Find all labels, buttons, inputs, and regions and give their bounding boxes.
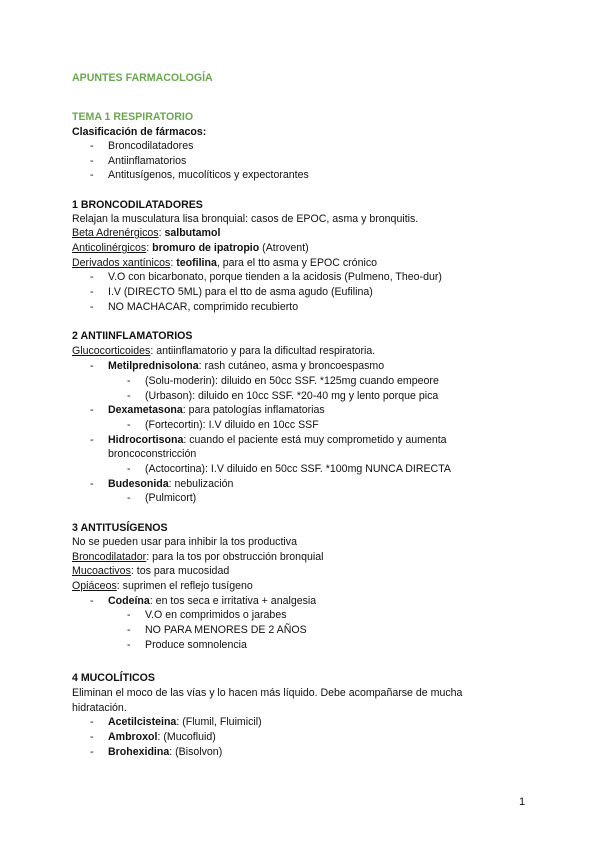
drug-detail: : en tos seca e irritativa + analgesia xyxy=(149,595,317,607)
beta-label: Beta Adrenérgicos xyxy=(72,227,159,239)
derivados-line xyxy=(72,256,540,270)
bullet-dash: - xyxy=(90,360,94,372)
clasificacion-heading: Clasificación de fármacos: xyxy=(72,126,207,138)
page-number: 1 xyxy=(519,796,526,808)
drug-detail: : rash cutáneo, asma y broncoespasmo xyxy=(198,360,385,372)
drug-detail: , para el tto asma y EPOC crónico xyxy=(216,257,378,269)
drug-detail: : suprimen el reflejo tusígeno xyxy=(116,580,253,592)
section-intro: Relajan la musculatura lisa bronquial: casos de EPOC, asma y bronquitis. xyxy=(72,213,419,225)
drug-name: Budesonida xyxy=(108,478,169,490)
broncodilatador-line xyxy=(72,550,540,564)
drug-detail: : antiinflamatorio y para la dificultad respiratoria. xyxy=(150,345,376,357)
separator: : xyxy=(170,257,177,269)
section-intro-continuation: hidratación. xyxy=(72,702,127,714)
drug-name: Codeína xyxy=(108,595,150,607)
separator: : xyxy=(158,227,165,239)
list-item-text: V.O con bicarbonato, porque tienden a la acidosis (Pulmeno, Theo-dur) xyxy=(108,271,442,283)
list-item-text: I.V (DIRECTO 5ML) para el tto de asma agudo (Eufilina) xyxy=(108,286,373,298)
bullet-dash: - xyxy=(90,716,94,728)
drug-detail: : para patologías inflamatorias xyxy=(182,404,325,416)
section-heading: 2 ANTIINFLAMATORIOS xyxy=(72,330,193,342)
sub-item-text: (Urbason): diluido en 10cc SSF. *20-40 mg y lento porque pica xyxy=(145,390,439,402)
drug-detail: : nebulización xyxy=(168,478,234,490)
drug-name: teofilina xyxy=(176,257,217,269)
bullet-dash: - xyxy=(127,463,131,475)
opi-label: Opiáceos xyxy=(72,580,117,592)
section-heading: 3 ANTITUSÍGENOS xyxy=(72,522,168,534)
drug-detail: : (Mucofluid) xyxy=(157,731,216,743)
section-heading: 1 BRONCODILATADORES xyxy=(72,199,203,211)
tema-title: TEMA 1 RESPIRATORIO xyxy=(72,111,194,123)
sub-item-text: V.O en comprimidos o jarabes xyxy=(145,609,287,621)
section-intro: Eliminan el moco de las vías y lo hacen más líquido. Debe acompañarse de mucha xyxy=(72,687,463,699)
sub-item-text: (Actocortina): I.V diluido en 50cc SSF. *100mg NUNCA DIRECTA xyxy=(145,463,451,475)
list-item-text: Antitusígenos, mucolíticos y expectorantes xyxy=(108,169,309,181)
drug-name: Acetilcisteina xyxy=(108,716,177,728)
bullet-dash: - xyxy=(90,404,94,416)
sub-item-text: Produce somnolencia xyxy=(145,639,247,651)
list-item-text: NO MACHACAR, comprimido recubierto xyxy=(108,301,299,313)
opiaceos-line xyxy=(72,579,540,593)
sub-item-text: (Pulmicort) xyxy=(145,492,197,504)
bullet-dash: - xyxy=(90,286,94,298)
drug-detail: (Atrovent) xyxy=(259,242,309,254)
section-heading: 4 MUCOLÍTICOS xyxy=(72,672,155,684)
sub-item-text: (Fortecortin): I.V diluido en 10cc SSF xyxy=(145,419,319,431)
drug-name: Metilprednisolona xyxy=(108,360,199,372)
drug-detail: : (Bisolvon) xyxy=(169,746,223,758)
bronco-label: Broncodilatador xyxy=(72,551,147,563)
drug-detail: : cuando el paciente está muy comprometido y aumenta xyxy=(183,434,447,446)
drug-name: Ambroxol xyxy=(108,731,158,743)
bullet-dash: - xyxy=(127,624,131,636)
bullet-dash: - xyxy=(90,434,94,446)
mucoactivos-line xyxy=(72,564,540,578)
bullet-dash: - xyxy=(127,375,131,387)
bullet-dash: - xyxy=(90,155,94,167)
bullet-dash: - xyxy=(90,478,94,490)
drug-name: Brohexidina xyxy=(108,746,170,758)
beta-line xyxy=(72,226,540,240)
muco-label: Mucoactivos xyxy=(72,565,131,577)
drug-detail: : para la tos por obstrucción bronquial xyxy=(146,551,324,563)
deriv-label: Derivados xantínicos xyxy=(72,257,171,269)
list-item-text: Broncodilatadores xyxy=(108,140,194,152)
bullet-dash: - xyxy=(127,609,131,621)
drug-name: salbutamol xyxy=(164,227,221,239)
bullet-dash: - xyxy=(90,746,94,758)
bullet-dash: - xyxy=(90,595,94,607)
drug-detail: broncoconstricción xyxy=(108,448,197,460)
drug-name: Hidrocortisona xyxy=(108,434,184,446)
list-item-text: Antiinflamatorios xyxy=(108,155,187,167)
sub-item-text: (Solu-moderin): diluido en 50cc SSF. *125mg cuando empeore xyxy=(145,375,439,387)
drug-detail: : (Flumil, Fluimicil) xyxy=(176,716,262,728)
separator: : xyxy=(146,242,153,254)
section-intro: No se pueden usar para inhibir la tos productiva xyxy=(72,536,297,548)
bullet-dash: - xyxy=(90,301,94,313)
bullet-dash: - xyxy=(127,419,131,431)
glucocorticoides-line xyxy=(72,344,540,358)
drug-name: bromuro de ipatropio xyxy=(152,242,260,254)
bullet-dash: - xyxy=(127,639,131,651)
bullet-dash: - xyxy=(90,731,94,743)
bullet-dash: - xyxy=(127,492,131,504)
document-title: APUNTES FARMACOLOGÍA xyxy=(72,72,213,84)
gluco-label: Glucocorticoides xyxy=(72,345,151,357)
drug-name: Dexametasona xyxy=(108,404,183,416)
bullet-dash: - xyxy=(90,271,94,283)
bullet-dash: - xyxy=(127,390,131,402)
anticolinergicos-line xyxy=(72,241,540,255)
drug-detail: : tos para mucosidad xyxy=(130,565,230,577)
bullet-dash: - xyxy=(90,169,94,181)
bullet-dash: - xyxy=(90,140,94,152)
sub-item-text: NO PARA MENORES DE 2 AÑOS xyxy=(145,624,307,636)
anti-label: Anticolinérgicos xyxy=(72,242,147,254)
